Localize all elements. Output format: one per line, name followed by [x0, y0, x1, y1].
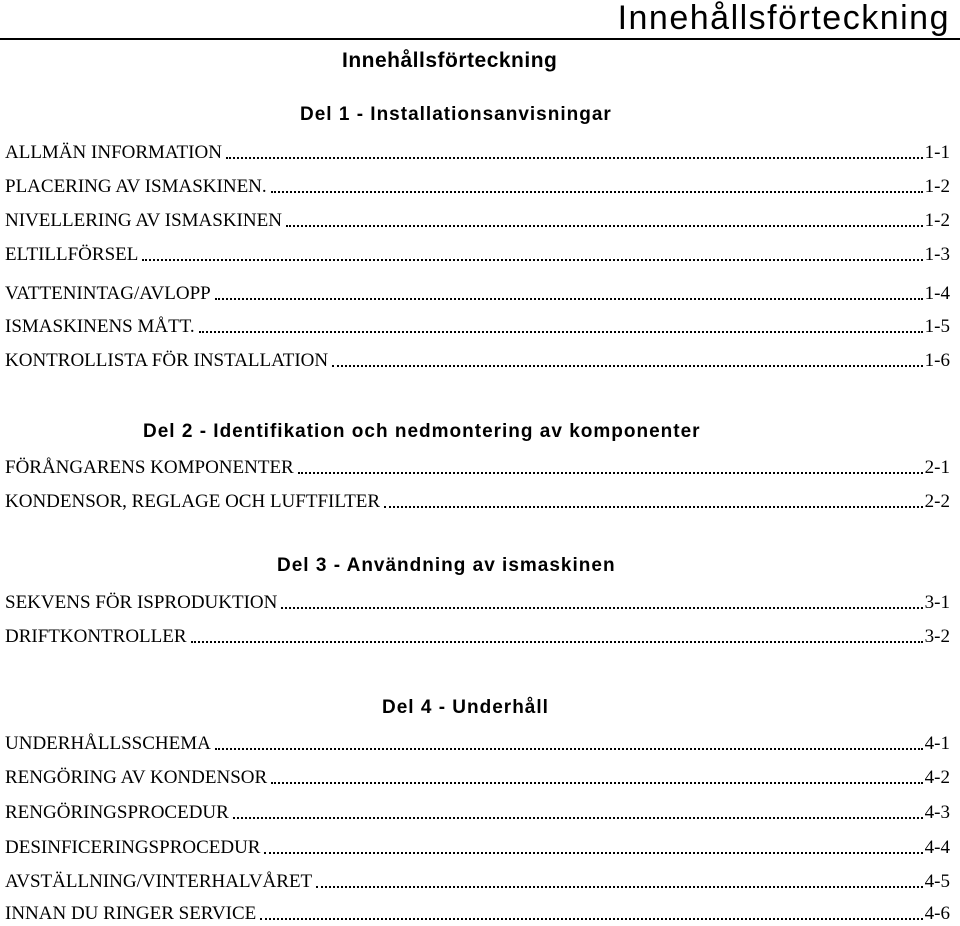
- header-title: Innehållsförteckning: [617, 0, 950, 37]
- toc-entry[interactable]: [5, 280, 950, 306]
- toc-entry-title: NIVELLERING AV ISMASKINEN: [5, 210, 282, 231]
- toc-entry[interactable]: [5, 868, 950, 894]
- toc-entry-page: 1-2: [924, 176, 950, 197]
- dot-leader: [384, 506, 923, 508]
- toc-entry-page: 1-1: [924, 142, 950, 163]
- toc-entry-title: RENGÖRINGSPROCEDUR: [5, 802, 229, 823]
- toc-entry-title: AVSTÄLLNING/VINTERHALVÅRET: [5, 871, 313, 892]
- toc-entry-page: 3-2: [924, 626, 950, 647]
- toc-entry-page: 4-1: [924, 733, 950, 754]
- toc-entry[interactable]: [5, 139, 950, 165]
- toc-entry-page: 4-5: [924, 871, 950, 892]
- dot-leader: [199, 331, 923, 333]
- toc-entry-page: 1-2: [924, 210, 950, 231]
- dot-leader: [233, 817, 923, 819]
- toc-entry-title: VATTENINTAG/AVLOPP: [5, 283, 211, 304]
- toc-entry[interactable]: [5, 173, 950, 199]
- toc-entry-title: PLACERING AV ISMASKINEN.: [5, 176, 267, 197]
- toc-entry[interactable]: [5, 347, 950, 373]
- dot-leader: [215, 298, 923, 300]
- toc-entry[interactable]: [5, 623, 950, 649]
- toc-entry-page: 2-1: [924, 457, 950, 478]
- toc-entry[interactable]: [5, 313, 950, 339]
- toc-entry[interactable]: [5, 241, 950, 267]
- dot-leader: [271, 782, 923, 784]
- toc-entry[interactable]: [5, 207, 950, 233]
- dot-leader: [298, 472, 923, 474]
- toc-entry-title: ISMASKINENS MÅTT.: [5, 316, 195, 337]
- toc-entry-title: KONTROLLISTA FÖR INSTALLATION: [5, 350, 329, 371]
- section-heading-3: Del 3 - Användning av ismaskinen: [277, 555, 616, 576]
- toc-entry[interactable]: [5, 900, 950, 926]
- toc-entry-page: 4-3: [924, 802, 950, 823]
- toc-entry[interactable]: [5, 454, 950, 480]
- toc-entry[interactable]: [5, 589, 950, 615]
- dot-leader: [271, 191, 923, 193]
- toc-entry-title: INNAN DU RINGER SERVICE: [5, 903, 257, 924]
- toc-entry-title: DESINFICERINGSPROCEDUR: [5, 837, 261, 858]
- toc-entry-page: 1-3: [924, 244, 950, 265]
- toc-entry-title: SEKVENS FÖR ISPRODUKTION: [5, 592, 278, 613]
- toc-entry-title: FÖRÅNGARENS KOMPONENTER: [5, 457, 294, 478]
- toc-entry-title: ALLMÄN INFORMATION: [5, 142, 222, 163]
- toc-entry[interactable]: [5, 834, 950, 860]
- dot-leader: [264, 852, 922, 854]
- toc-title: Innehållsförteckning: [342, 49, 558, 72]
- toc-entry[interactable]: [5, 764, 950, 790]
- dot-leader: [226, 157, 923, 159]
- dot-leader: [316, 886, 923, 888]
- toc-entry-page: 1-4: [924, 283, 950, 304]
- page-header: [0, 0, 960, 40]
- toc-entry-title: KONDENSOR, REGLAGE OCH LUFTFILTER: [5, 491, 381, 512]
- section-heading-2: Del 2 - Identifikation och nedmontering av komponenter: [143, 421, 701, 442]
- toc-entry[interactable]: [5, 730, 950, 756]
- section-heading-1: Del 1 - Installationsanvisningar: [300, 104, 612, 125]
- toc-entry-title: DRIFTKONTROLLER: [5, 626, 187, 647]
- toc-entry-page: 2-2: [924, 491, 950, 512]
- toc-entry[interactable]: [5, 488, 950, 514]
- section-heading-4: Del 4 - Underhåll: [382, 697, 549, 718]
- toc-entry-page: 1-6: [924, 350, 950, 371]
- dot-leader: [215, 748, 923, 750]
- toc-entry-title: ELTILLFÖRSEL: [5, 244, 139, 265]
- toc-entry-page: 3-1: [924, 592, 950, 613]
- dot-leader: [191, 641, 923, 643]
- toc-entry-page: 4-2: [924, 767, 950, 788]
- toc-entry-page: 1-5: [924, 316, 950, 337]
- toc-entry-title: RENGÖRING AV KONDENSOR: [5, 767, 268, 788]
- toc-entry-title: UNDERHÅLLSSCHEMA: [5, 733, 211, 754]
- toc-entry[interactable]: [5, 799, 950, 825]
- dot-leader: [142, 259, 922, 261]
- dot-leader: [332, 365, 923, 367]
- toc-entry-page: 4-4: [924, 837, 950, 858]
- dot-leader: [286, 225, 923, 227]
- toc-entry-page: 4-6: [924, 903, 950, 924]
- dot-leader: [260, 918, 922, 920]
- dot-leader: [281, 607, 922, 609]
